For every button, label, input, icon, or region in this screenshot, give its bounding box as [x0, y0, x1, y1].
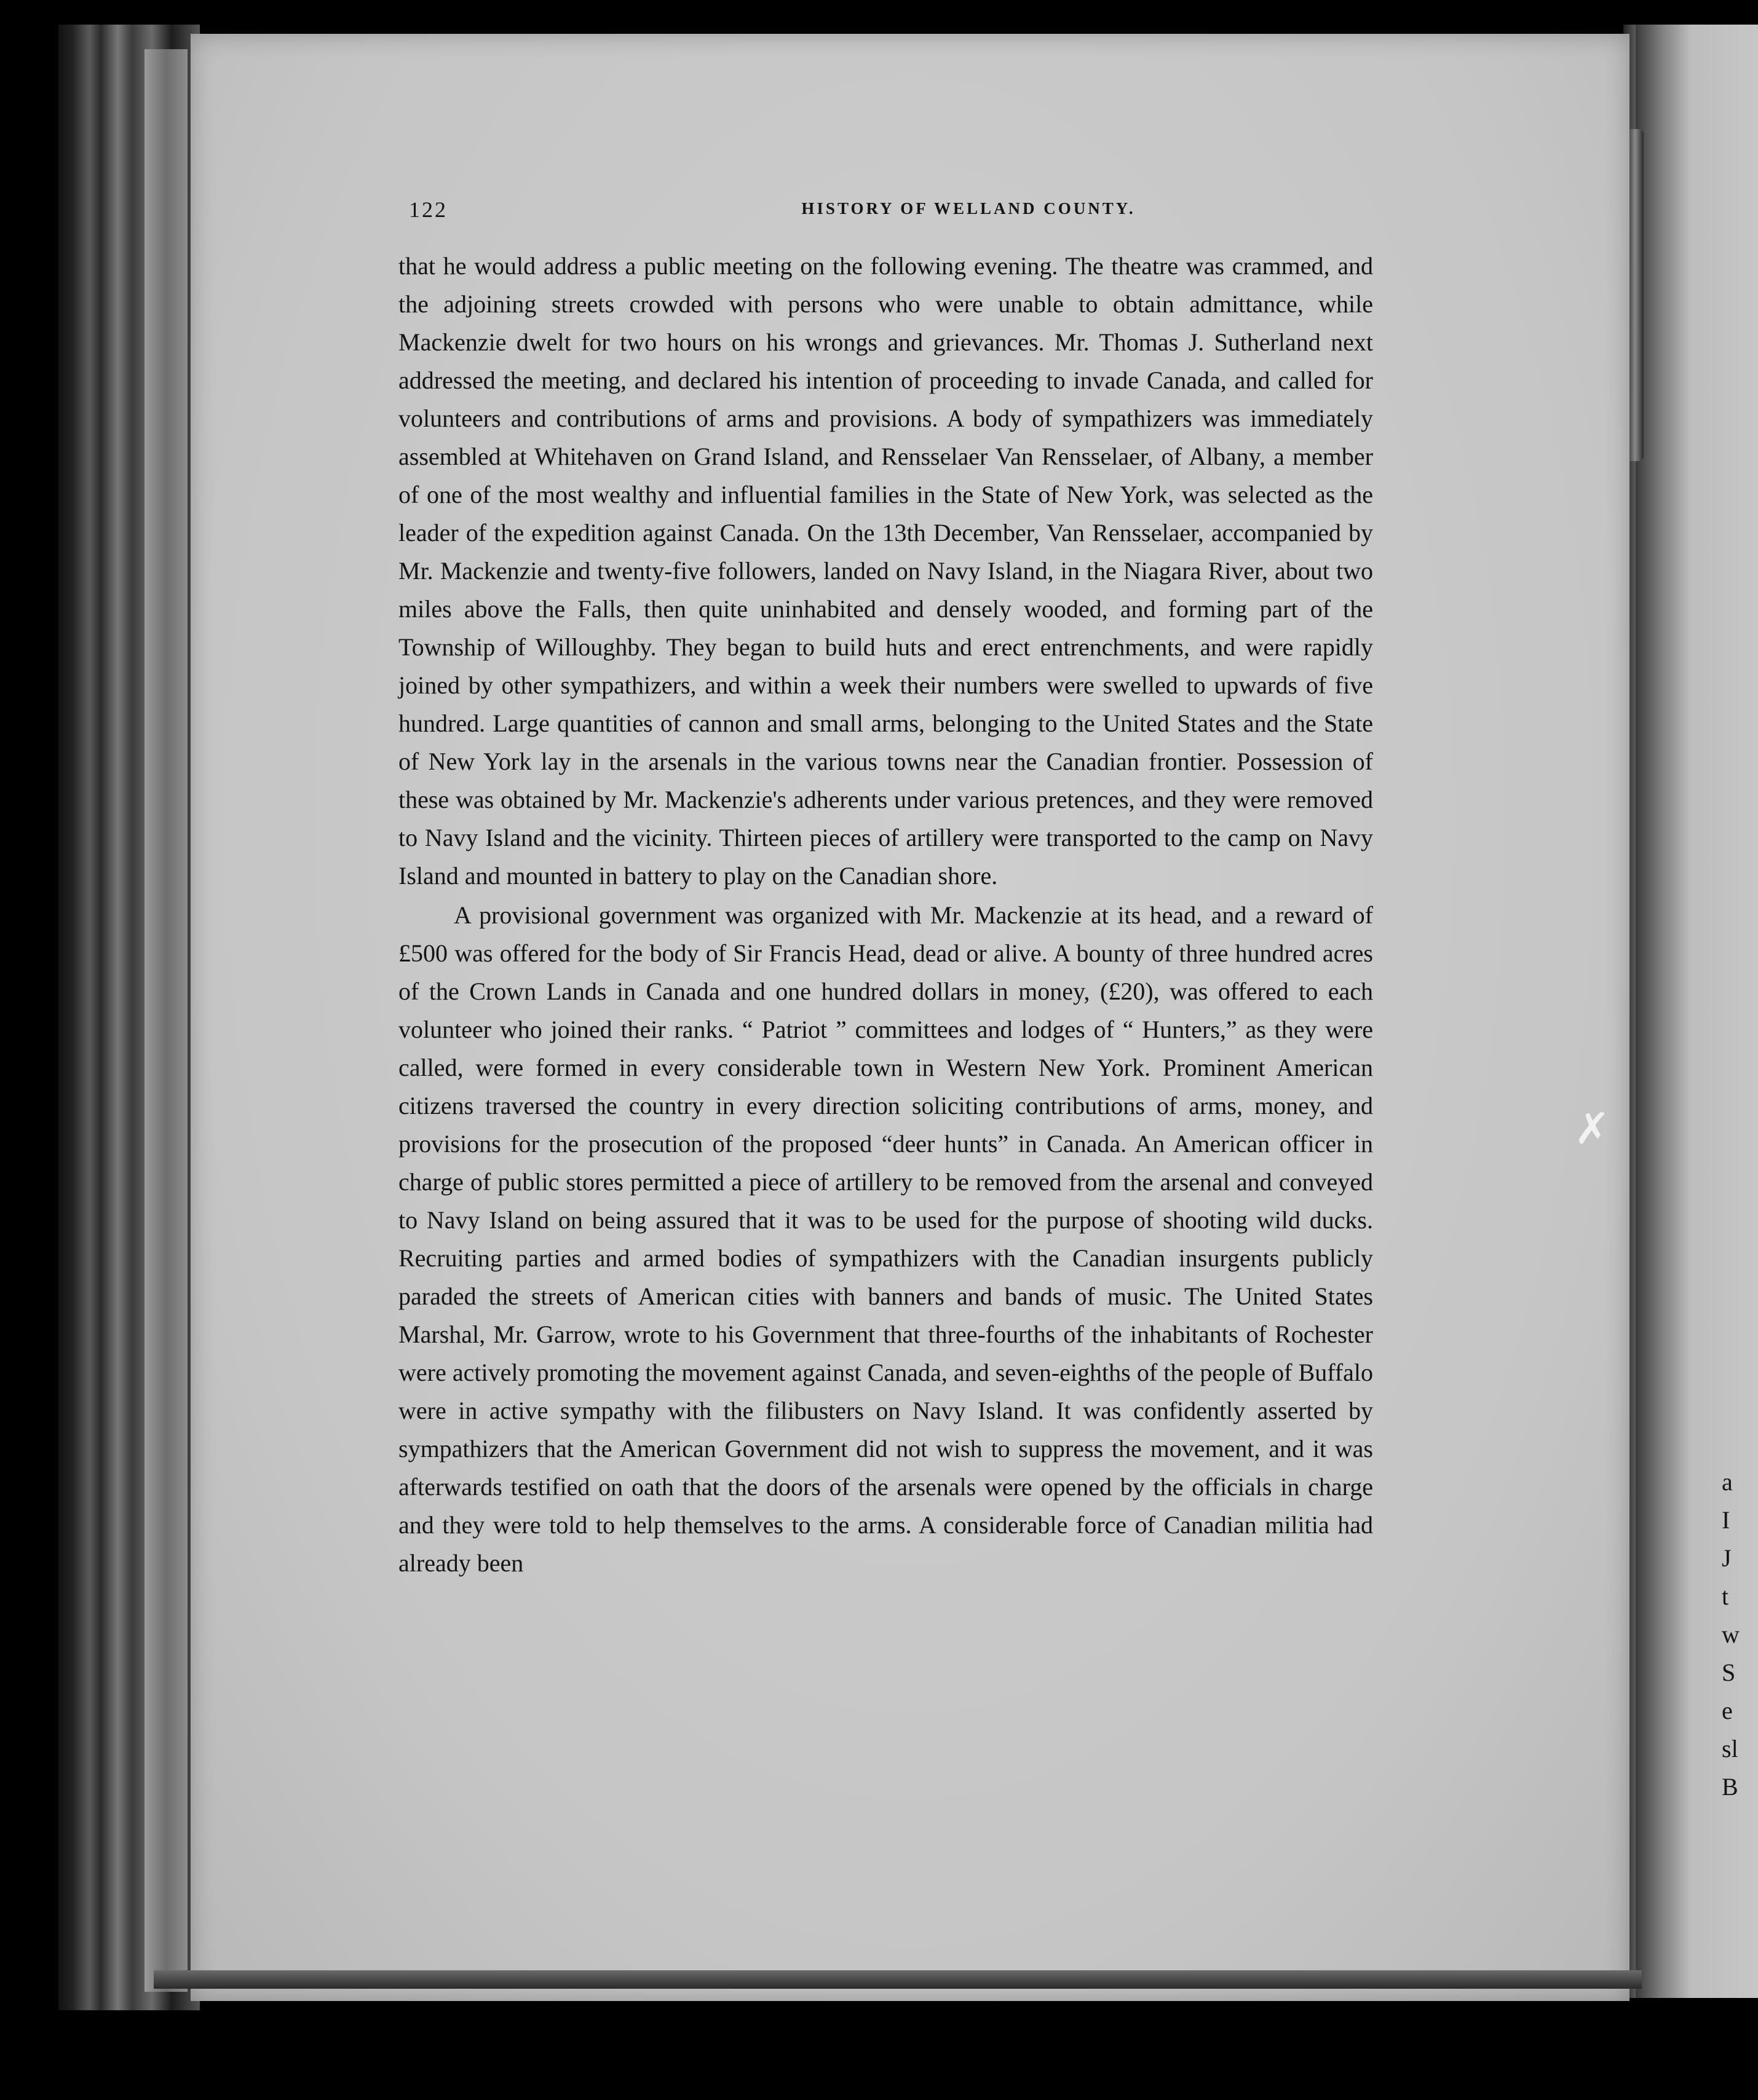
- paragraph-1: that he would address a public meeting on the following evening. The theatre was crammed, and the adjoining streets crowded with persons who were unable to obtain admittance, while Mackenzie dwelt for two hours on his wrongs and grievances. Mr. Thomas J. Sutherland next addressed the meeting, and declared his intention of proceeding to invade Canada, and called for volunteers and contributions of arms and provisions. A body of sympathizers was immediately assembled at Whitehaven on Grand Island, and Rensselaer Van Rensselaer, of Albany, a member of one of the most wealthy and influential families in the State of New York, was selected as the leader of the expedition against Canada. On the 13th December, Van Rensselaer, accompanied by Mr. Mackenzie and twenty-five followers, landed on Navy Island, in the Niagara River, about two miles above the Falls, then quite uninhabited and densely wooded, and forming part of the Township of Willoughby. They began to build huts and erect entrenchments, and were rapidly joined by other sympathizers, and within a week their numbers were swelled to upwards of five hundred. Large quantities of cannon and small arms, belonging to the United States and the State of New York lay in the arsenals in the various towns near the Canadian frontier. Possession of these was obtained by Mr. Mackenzie's adherents under various pretences, and they were removed to Navy Island and the vicinity. Thirteen pieces of artillery were transported to the camp on Navy Island and mounted in battery to play on the Canadian shore.: [398, 252, 1373, 890]
- page-bottom-edge: [154, 1970, 1642, 1989]
- facing-fragment: w: [1722, 1620, 1740, 1648]
- facing-fragment: I: [1722, 1506, 1730, 1534]
- facing-fragment: sl: [1722, 1735, 1738, 1762]
- facing-page-text: [1722, 1463, 1752, 1806]
- running-head: HISTORY OF WELLAND COUNTY.: [801, 199, 1136, 218]
- pen-mark: ✗: [1574, 1103, 1610, 1154]
- paragraph-2: A provisional government was organized with Mr. Mackenzie at its head, and a reward of £500 was offered for the body of Sir Francis Head, dead or alive. A bounty of three hundred acres of the Crown Lands in Canada and one hundred dollars in money, (£20), was offered to each volunteer who joined their ranks. “ Patriot ” committees and lodges of “ Hunters,” as they were called, were formed in every considerable town in Western New York. Prominent American citizens traversed the country in every direction soliciting contributions of arms, money, and provisions for the prosecution of the proposed “deer hunts” in Canada. An American officer in charge of public stores permitted a piece of artillery to be removed from the arsenal and conveyed to Navy Island on being assured that it was to be used for the purpose of shooting wild ducks. Recruiting parties and armed bodies of sympathizers with the Canadian insurgents publicly paraded the streets of American cities with banners and bands of music. The United States Marshal, Mr. Garrow, wrote to his Government that three-fourths of the inhabitants of Rochester were actively promoting the movement against Canada, and seven-eighths of the people of Buffalo were in active sympathy with the filibusters on Navy Island. It was confidently asserted by sympathizers that the American Government did not wish to suppress the movement, and it was afterwards testified on oath that the doors of the arsenals were opened by the officials in charge and they were told to help themselves to the arms. A considerable force of Canadian militia had already been: [398, 901, 1373, 1577]
- page-stack-edge: [145, 49, 188, 1992]
- facing-fragment: a: [1722, 1468, 1733, 1496]
- body-text: [398, 247, 1373, 1582]
- facing-fragment: J: [1722, 1544, 1732, 1572]
- facing-fragment: S: [1722, 1659, 1736, 1686]
- facing-fragment: B: [1722, 1773, 1738, 1801]
- page-header: [409, 197, 1528, 227]
- page-number: 122: [409, 197, 448, 222]
- facing-fragment: e: [1722, 1697, 1733, 1724]
- facing-fragment: t: [1722, 1582, 1729, 1610]
